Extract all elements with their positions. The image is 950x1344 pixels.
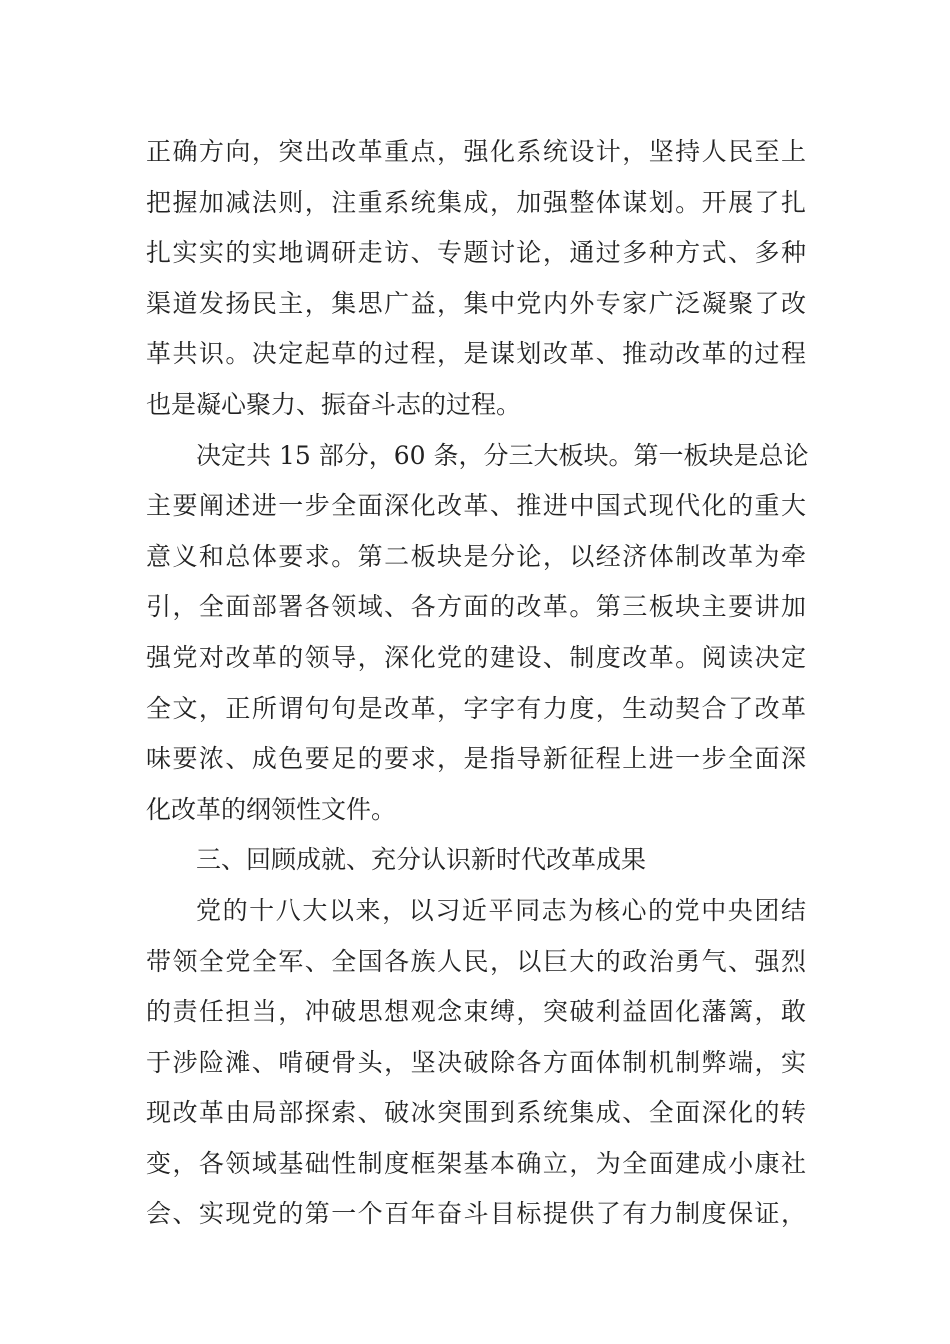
- text-line: 也是凝心聚力、振奋斗志的过程。: [146, 389, 522, 419]
- text-line: 渠道发扬民主，集思广益，集中党内外专家广泛凝聚了改: [146, 288, 806, 318]
- document-body: [146, 127, 809, 1240]
- text-line: 化改革的纲领性文件。: [146, 794, 397, 824]
- text-line: 正确方向，突出改革重点，强化系统设计，坚持人民至上: [146, 137, 806, 166]
- text-line: 现改革由局部探索、破冰突围到系统集成、全面深化的转: [146, 1098, 806, 1128]
- text-line: 于涉险滩、啃硬骨头，坚决破除各方面体制机制弊端，实: [146, 1047, 806, 1077]
- text-line: 带领全党全军、全国各族人民，以巨大的政治勇气、强烈: [146, 946, 806, 976]
- text-line: 党的十八大以来，以习近平同志为核心的党中央团结: [196, 895, 806, 925]
- text-line: 的责任担当，冲破思想观念束缚，突破利益固化藩篱，敢: [146, 997, 806, 1027]
- text-line: 把握加减法则，注重系统集成，加强整体谋划。开展了扎: [146, 187, 806, 217]
- text-line: 引，全面部署各领域、各方面的改革。第三板块主要讲加: [146, 592, 806, 622]
- text-line: 意义和总体要求。第二板块是分论，以经济体制改革为牵: [146, 541, 806, 571]
- section-heading: 三、回顾成就、充分认识新时代改革成果: [196, 845, 647, 875]
- text-line: 会、实现党的第一个百年奋斗目标提供了有力制度保证，: [146, 1199, 806, 1229]
- text-line: 全文，正所谓句句是改革，字字有力度，生动契合了改革: [146, 693, 806, 723]
- text-line: 扎实实的实地调研走访、专题讨论，通过多种方式、多种: [146, 238, 806, 268]
- text-line: 主要阐述进一步全面深化改革、推进中国式现代化的重大: [146, 491, 806, 521]
- text-line: 变，各领域基础性制度框架基本确立，为全面建成小康社: [146, 1148, 806, 1178]
- text-line: 决定共 15 部分，60 条，分三大板块。第一板块是总论: [196, 440, 809, 470]
- text-line: 强党对改革的领导，深化党的建设、制度改革。阅读决定: [146, 642, 806, 672]
- text-line: 味要浓、成色要足的要求，是指导新征程上进一步全面深: [146, 744, 806, 774]
- text-line: 革共识。决定起草的过程，是谋划改革、推动改革的过程: [146, 339, 806, 369]
